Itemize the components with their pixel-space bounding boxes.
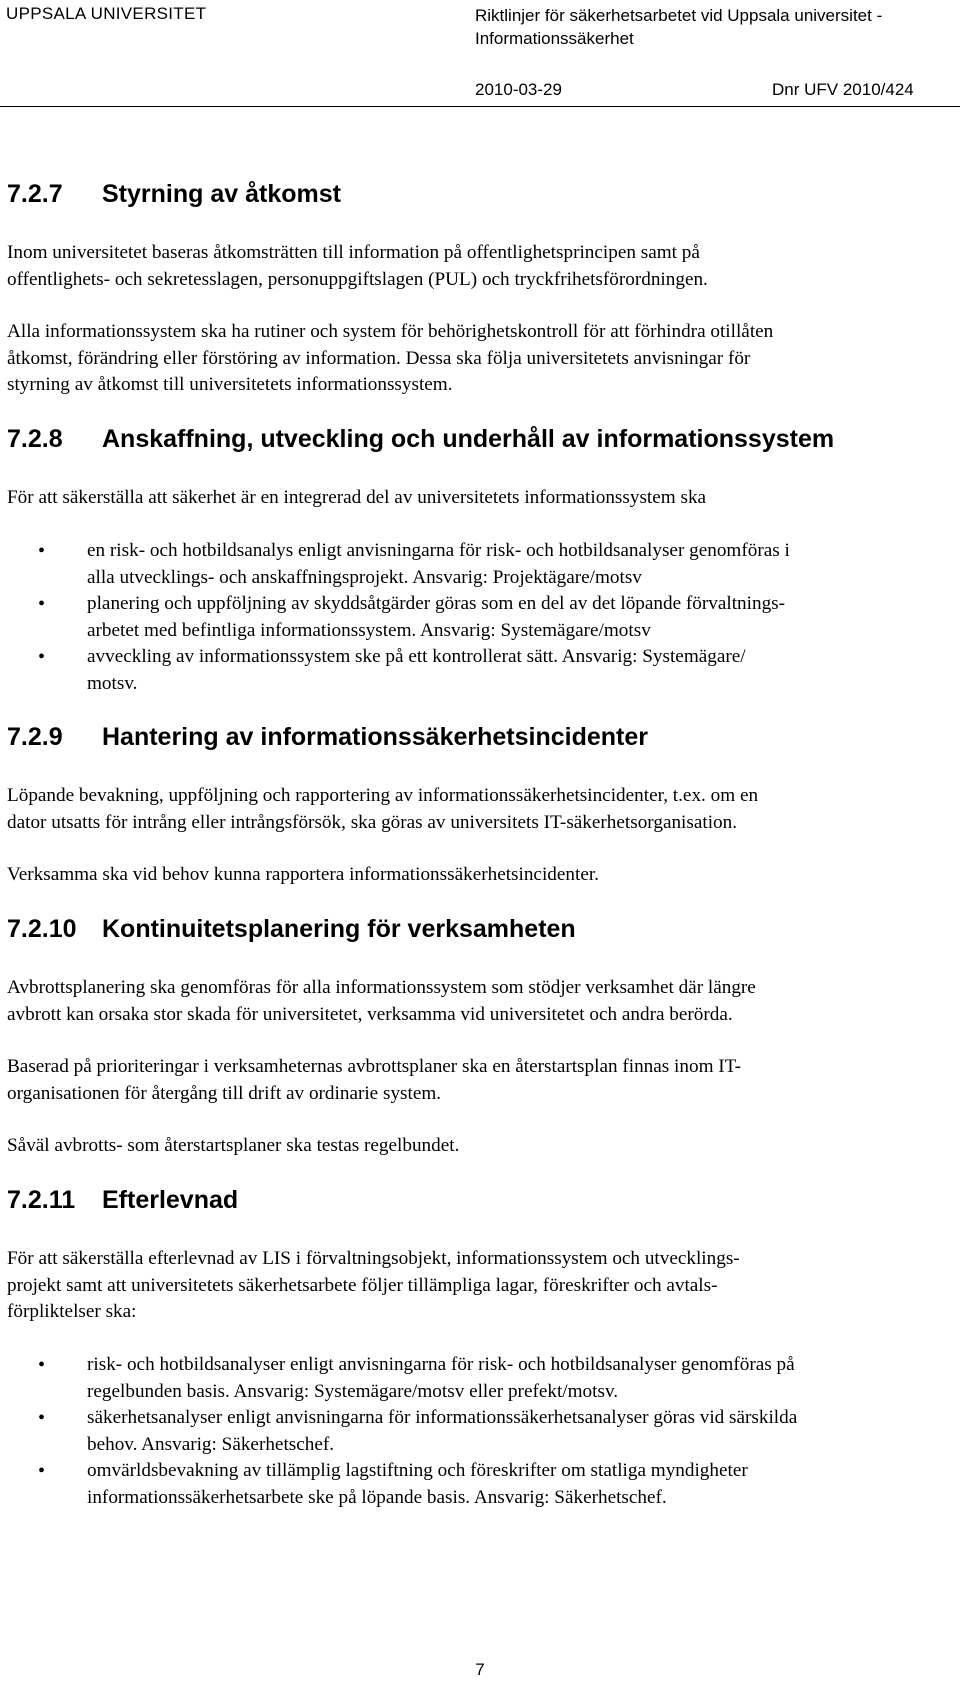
page-header <box>0 0 960 107</box>
organization-name: UPPSALA UNIVERSITET <box>6 4 207 23</box>
paragraph-line: Löpande bevakning, uppföljning och rapportering av informationssäkerhetsincidenter, t.ex. om en <box>7 785 759 806</box>
list-item-line: arbetet med befintliga informationssystem. Ansvarig: Systemägare/motsv <box>87 619 651 641</box>
document-date: 2010-03-29 <box>475 80 562 99</box>
bullet-icon: • <box>38 646 46 668</box>
list-item-line: säkerhetsanalyser enligt anvisningarna för informationssäkerhetsanalyser göras vid särskilda <box>87 1407 798 1428</box>
paragraph <box>7 1133 952 1160</box>
paragraph <box>7 319 952 399</box>
section-heading-7211 <box>7 1186 238 1215</box>
paragraph-line: avbrott kan orsaka stor skada för universitetet, verksamma vid universitetet och andra berörda. <box>7 1003 733 1025</box>
document-title-line-2: Informationssäkerhet <box>475 29 634 48</box>
section-title: Anskaffning, utveckling och underhåll av informationssystem <box>102 425 835 453</box>
section-title: Efterlevnad <box>102 1186 239 1214</box>
section-heading-7210 <box>7 915 576 944</box>
bullet-icon: • <box>38 1460 46 1482</box>
paragraph-line: Inom universitetet baseras åtkomsträtten till information på offentlighetsprincipen samt på <box>7 242 700 263</box>
list-item-line: risk- och hotbildsanalyser enligt anvisningarna för risk- och hotbildsanalyser genomföras på <box>87 1354 795 1375</box>
paragraph-line: dator utsatts för intrång eller intrångsförsök, ska göras av universitets IT-säkerhetsorganisation. <box>7 811 738 833</box>
bullet-icon: • <box>38 1407 46 1429</box>
bullet-icon: • <box>38 540 46 562</box>
header-divider <box>0 106 960 107</box>
paragraph-line: åtkomst, förändring eller förstöring av information. Dessa ska följa universitetets anvisningar för <box>7 347 751 369</box>
paragraph-line: organisationen för återgång till drift av ordinarie system. <box>7 1082 442 1104</box>
section-title: Kontinuitetsplanering för verksamheten <box>102 915 576 943</box>
list-item-line: en risk- och hotbildsanalys enligt anvisningarna för risk- och hotbildsanalyser genomföras i <box>87 540 790 561</box>
paragraph-line: Baserad på prioriteringar i verksamheternas avbrottsplaner ska en återstartsplan finnas inom IT- <box>7 1056 742 1077</box>
paragraph <box>7 485 952 512</box>
paragraph <box>7 240 952 293</box>
list-item-line: motsv. <box>87 672 138 694</box>
section-heading-729 <box>7 723 648 752</box>
paragraph-line: förpliktelser ska: <box>7 1301 137 1322</box>
paragraph <box>7 1054 952 1107</box>
section-number: 7.2.9 <box>7 723 63 751</box>
list-item-line: avveckling av informationssystem ske på ett kontrollerat sätt. Ansvarig: Systemägare/ <box>87 646 746 667</box>
section-number: 7.2.11 <box>7 1186 76 1214</box>
section-number: 7.2.8 <box>7 425 63 453</box>
section-title: Hantering av informationssäkerhetsincidenter <box>102 723 648 751</box>
section-heading-728 <box>7 425 834 454</box>
document-reference: Dnr UFV 2010/424 <box>772 80 914 99</box>
paragraph-line: Avbrottsplanering ska genomföras för alla informationssystem som stödjer verksamhet där längre <box>7 977 756 998</box>
paragraph <box>7 783 952 836</box>
paragraph-line: Verksamma ska vid behov kunna rapportera informationssäkerhetsincidenter. <box>7 864 599 885</box>
bullet-icon: • <box>38 593 46 615</box>
document-title-line-1: Riktlinjer för säkerhetsarbetet vid Uppsala universitet - <box>475 6 883 25</box>
paragraph-line: styrning av åtkomst till universitetets informationssystem. <box>7 374 453 395</box>
section-number: 7.2.7 <box>7 180 63 208</box>
paragraph <box>7 1246 952 1326</box>
paragraph <box>7 975 952 1028</box>
paragraph-line: För att säkerställa efterlevnad av LIS i förvaltningsobjekt, informationssystem och utvecklings- <box>7 1248 740 1269</box>
list-item-line: omvärldsbevakning av tillämplig lagstiftning och föreskrifter om statliga myndigheter <box>87 1460 748 1481</box>
list-item-line: regelbunden basis. Ansvarig: Systemägare/motsv eller prefekt/motsv. <box>87 1380 619 1402</box>
document-title <box>475 4 882 50</box>
paragraph-line: Alla informationssystem ska ha rutiner och system för behörighetskontroll för att förhindra otillåten <box>7 321 774 342</box>
section-heading-727 <box>7 180 341 209</box>
list-item-line: planering och uppföljning av skyddsåtgärder göras som en del av det löpande förvaltnings- <box>87 593 786 614</box>
bullet-icon: • <box>38 1354 46 1376</box>
paragraph <box>7 862 952 889</box>
paragraph-line: offentlighets- och sekretesslagen, personuppgiftslagen (PUL) och tryckfrihetsförordningen. <box>7 268 708 290</box>
page-number: 7 <box>475 1660 485 1679</box>
paragraph-line: För att säkerställa att säkerhet är en integrerad del av universitetets informationssystem ska <box>7 487 707 508</box>
paragraph-line: projekt samt att universitetets säkerhetsarbete följer tillämpliga lagar, föreskrifter och avtals- <box>7 1274 718 1296</box>
list-item-line: alla utvecklings- och anskaffningsprojekt. Ansvarig: Projektägare/motsv <box>87 566 642 588</box>
paragraph-line: Såväl avbrotts- som återstartsplaner ska testas regelbundet. <box>7 1135 460 1156</box>
list-item-line: informationssäkerhetsarbete ske på löpande basis. Ansvarig: Säkerhetschef. <box>87 1486 667 1508</box>
section-number: 7.2.10 <box>7 915 77 943</box>
section-title: Styrning av åtkomst <box>102 180 341 208</box>
list-item-line: behov. Ansvarig: Säkerhetschef. <box>87 1433 335 1455</box>
